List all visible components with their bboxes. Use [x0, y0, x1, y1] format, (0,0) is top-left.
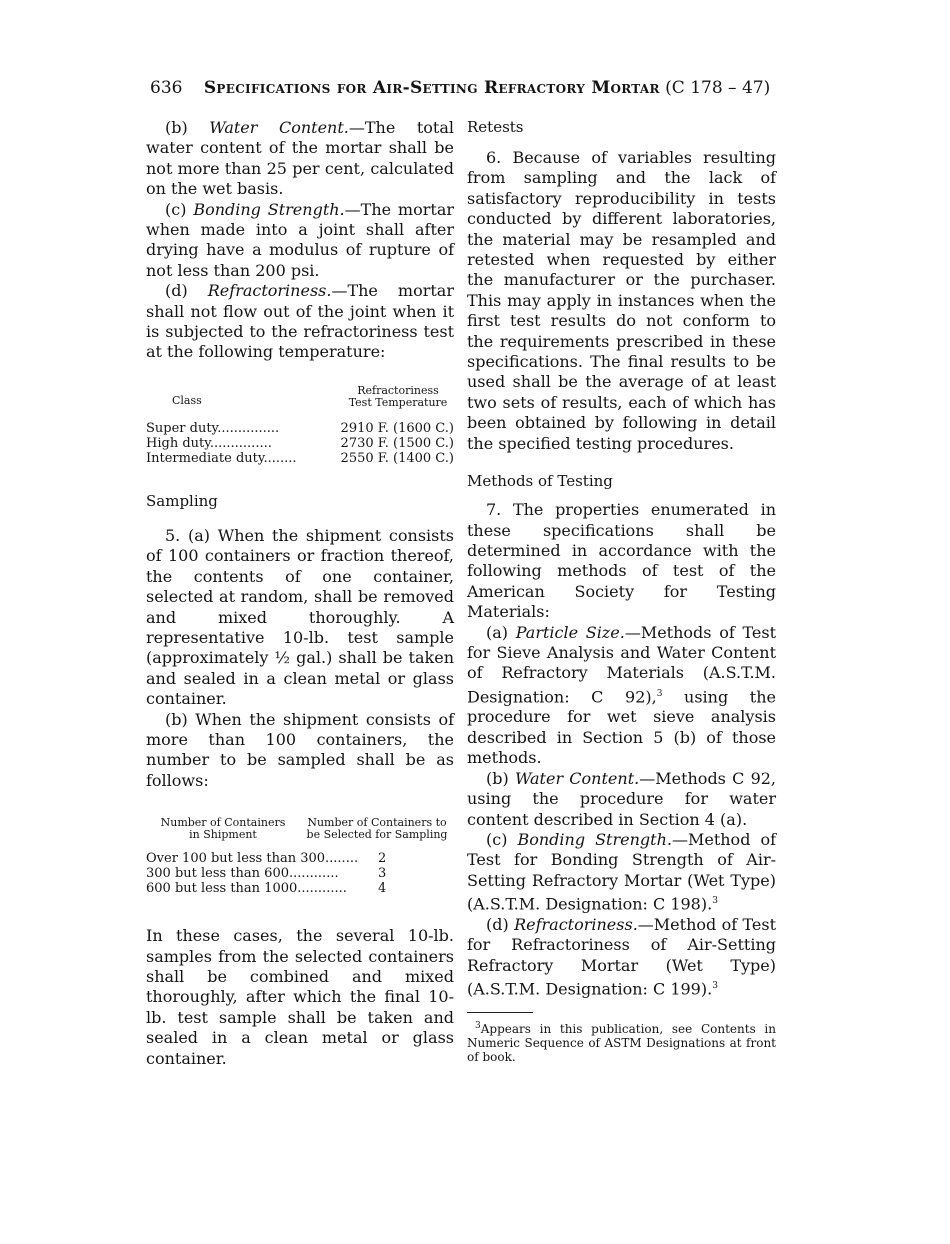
paragraph-refractoriness: (d) Refractoriness.—The mortar shall not flow out of the joint when it is subjected to the refractoriness test at the following temperature:	[146, 281, 454, 362]
page-number: 636	[150, 78, 183, 98]
paragraph-5a: 5. (a) When the shipment consists of 100 containers or fraction thereof, the contents of one container, selected at random, shall be removed and mixed thoroughly. A representative 10-lb. test sample (approximately ½ gal.) shall be taken and sealed in a clean metal or glass container.	[146, 525, 454, 709]
sampling-table	[146, 817, 454, 896]
paragraph-water-content: (b) Water Content.—The total water content of the mortar shall be not more than 25 per cent, calculated on the wet basis.	[146, 118, 454, 199]
right-column	[467, 118, 776, 1064]
footnote: $^3$Appears in this publication, see Contents in Numeric Sequence of ASTM Designations at front of book.	[467, 1020, 776, 1064]
footnote-rule	[467, 1012, 533, 1013]
table-row: Intermediate duty........ 2550 F. (1400 C.)	[146, 450, 454, 466]
paragraph-cases: In these cases, the several 10-lb. samples from the selected containers shall be combined and mixed thoroughly, after which the final 10-lb. test sample shall be taken and sealed in a clean metal or glass container.	[146, 926, 454, 1068]
section-heading-sampling: Sampling	[146, 491, 218, 510]
table-header: Number of Containers in Shipment Number of Containers to be Selected for Sampling	[160, 816, 448, 842]
paragraph-6: 6. Because of variables resulting from sampling and the lack of satisfactory reproducibility in tests conducted by different laboratories, the material may be resampled and retested when requested by either the manufacturer or the purchaser. This may apply in instances when the first test results do not conform to the requirements prescribed in these specifications. The final results to be used shall be the average of at least two sets of results, each of which has been obtained by following in detail the specified testing procedures.	[467, 148, 776, 453]
table-row: 300 but less than 600............ 3	[146, 866, 387, 882]
table-header: Class Refractoriness Test Temperature	[172, 383, 448, 409]
table-row: 600 but less than 1000............ 4	[146, 881, 387, 897]
paragraph-5b: (b) When the shipment consists of more than 100 containers, the number to be sampled shall be as follows:	[146, 709, 454, 790]
table-row: High duty............... 2730 F. (1500 C.)	[146, 435, 454, 451]
paragraph-7: 7. The properties enumerated in these specifications shall be determined in accordance with the following methods of test of the American Society for Testing Materials:	[467, 500, 776, 622]
paragraph-7c: (c) Bonding Strength.—Method of Test for Bonding Strength of Air-Setting Refractory Mortar (Wet Type) (A.S.T.M. Designation: C 198).$^3$	[467, 829, 776, 914]
table-row: Over 100 but less than 300........ 2	[146, 851, 387, 867]
section-heading-retests: Retests	[467, 118, 524, 136]
table-row: Super duty............... 2910 F. (1600 C.)	[146, 420, 454, 436]
page-header	[150, 78, 770, 98]
designation: (C 178 – 47)	[665, 78, 771, 98]
paragraph-7a: (a) Particle Size.—Methods of Test for Sieve Analysis and Water Content of Refractory Materials (A.S.T.M. Designation: C 92),$^3$ using the procedure for wet sieve analysis described in Section 5 (b) of those methods.	[467, 622, 776, 768]
paragraph-7b: (b) Water Content.—Methods C 92, using the procedure for water content described in Section 4 (a).	[467, 768, 777, 829]
paragraph-7d: (d) Refractoriness.—Method of Test for Refractoriness of Air-Setting Refractory Mortar (Wet Type) (A.S.T.M. Designation: C 199).$^3$	[467, 914, 776, 999]
left-column	[146, 118, 454, 1069]
paragraph-bonding-strength: (c) Bonding Strength.—The mortar when made into a joint shall after drying have a modulus of rupture of not less than 200 psi.	[146, 199, 455, 280]
page-title: Specifications for Air-Setting Refractory Mortar	[203, 78, 660, 98]
section-heading-methods: Methods of Testing	[467, 472, 613, 491]
refractoriness-table	[146, 385, 454, 466]
